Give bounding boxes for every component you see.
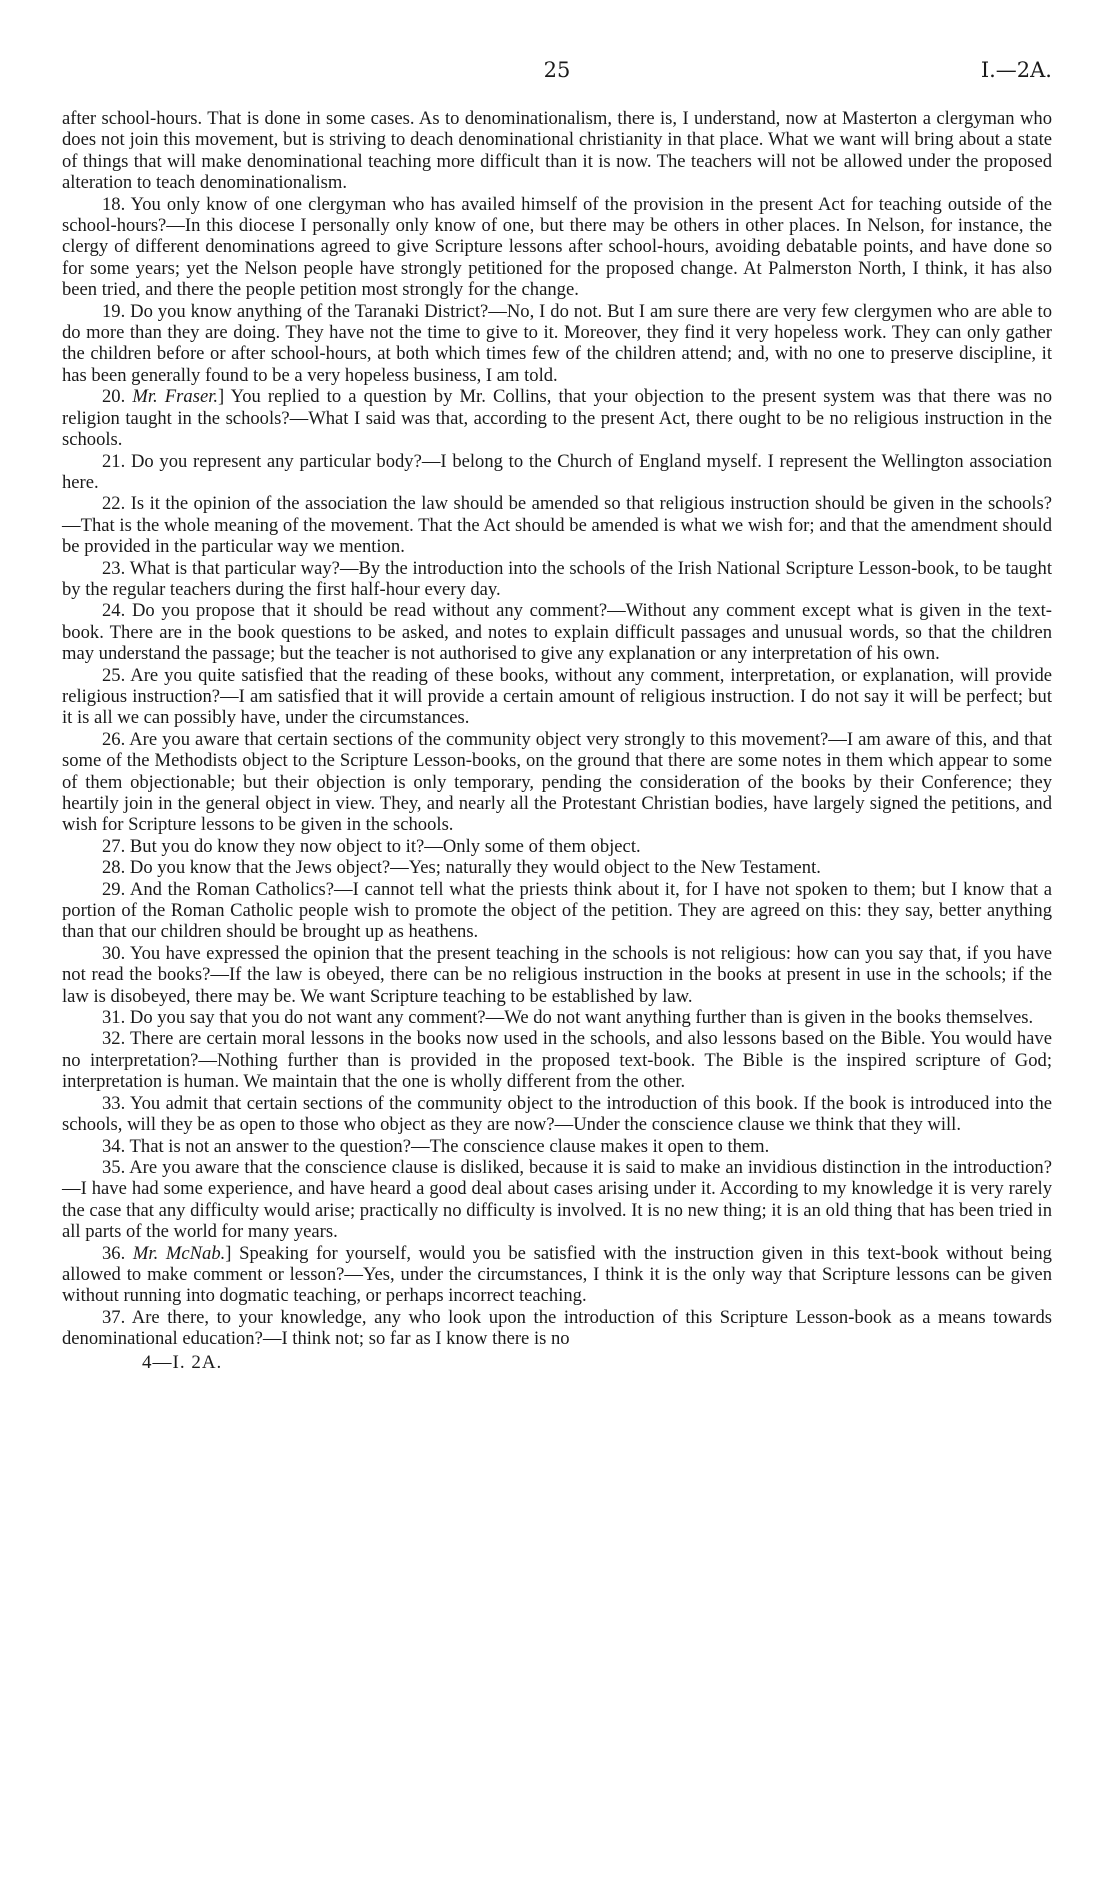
- question-number: 20.: [102, 386, 133, 408]
- paragraph-text: 34. That is not an answer to the question?—The conscience clause makes it open to them.: [102, 1135, 770, 1157]
- paragraph: [62, 1007, 1052, 1028]
- paragraph-text: 23. What is that particular way?—By the introduction into the schools of the Irish National Scripture Lesson-book, to be taught by the regular teachers during the first half-hour every day.: [62, 557, 1052, 600]
- paragraph-text: ] Speaking for yourself, would you be satisfied with the instruction given in this text-book without being allowed to make comment or lesson?—Yes, under the circumstances, I think it is the only way that Scripture lessons can be given without running into dogmatic teaching, or perhaps incorrect teaching.: [62, 1242, 1052, 1307]
- paragraph-text: 18. You only know of one clergyman who has availed himself of the provision in the present Act for teaching outside of the school-hours?—In this diocese I personally only know of one, but there may be others in other places. In Nelson, for instance, the clergy of different denominations agreed to give Scripture lessons after school-hours, avoiding debatable points, and have done so for some years; yet the Nelson people have strongly petitioned for the proposed change. At Palmerston North, I think, it has also been tried, and there the people petition most strongly for the change.: [62, 193, 1052, 301]
- paragraph: [62, 386, 1052, 450]
- paragraph-text: 26. Are you aware that certain sections of the community object very strongly to this movement?—I am aware of this, and that some of the Methodists object to the Scripture Lesson-books, on the ground that there are some notes in them which appear to some of them objectionable; but their objection is only temporary, pending the consideration of the books by their Conference; they heartily join in the general object in view. They, and nearly all the Protestant Christian bodies, have largely signed the petitions, and wish for Scripture lessons to be given in the schools.: [62, 728, 1052, 836]
- paragraph: [62, 1243, 1052, 1307]
- speaker-name: Mr. Fraser.: [132, 386, 219, 408]
- paragraph: [62, 1307, 1052, 1350]
- paragraph: [62, 1028, 1052, 1092]
- paragraph: [62, 451, 1052, 494]
- paragraph-text: 21. Do you represent any particular body?—I belong to the Church of England myself. I represent the Wellington association here.: [62, 450, 1052, 493]
- paragraph-text: 28. Do you know that the Jews object?—Yes; naturally they would object to the New Testament.: [102, 857, 821, 879]
- paragraph-text: 19. Do you know anything of the Taranaki District?—No, I do not. But I am sure there are very few clergymen who are able to do more than they are doing. They have not the time to give to it. Moreover, they find it very hopeless work. They can only gather the children before or after school-hours, at both which times few of the children attend; and, with no one to preserve discipline, it has been generally found to be a very hopeless business, I am told.: [62, 300, 1052, 386]
- paragraph: [62, 108, 1052, 194]
- paragraph-text: 29. And the Roman Catholics?—I cannot tell what the priests think about it, for I have not spoken to them; but I know that a portion of the Roman Catholic people wish to promote the object of the petition. They are agreed on this: they say, better anything than that our children should be brought up as heathens.: [62, 878, 1052, 943]
- paragraph: [62, 943, 1052, 1007]
- paragraph-text: 32. There are certain moral lessons in the books now used in the schools, and also lessons based on the Bible. You would have no interpretation?—Nothing further than is provided in the proposed text-book. The Bible is the inspired scripture of God; interpretation is human. We maintain that the one is wholly different from the other.: [62, 1028, 1052, 1093]
- page-number: 25: [543, 58, 571, 82]
- paragraph: [62, 1093, 1052, 1136]
- question-number: 36.: [102, 1242, 133, 1264]
- paragraph: [62, 558, 1052, 601]
- document-reference: I.—2A.: [980, 58, 1052, 82]
- paragraph-text: ] You replied to a question by Mr. Collins, that your objection to the present system was that there was no religion taught in the schools?—What I said was that, according to the present Act, there ought to be no religious instruction in the schools.: [62, 386, 1052, 451]
- paragraph-text: 25. Are you quite satisfied that the reading of these books, without any comment, interpretation, or explanation, will provide religious instruction?—I am satisfied that it will provide a certain amount of religious instruction. I do not say it will be perfect; but it is all we can possibly have, under the circumstances.: [62, 664, 1052, 729]
- paragraph: [62, 1136, 1052, 1157]
- paragraph-text: 22. Is it the opinion of the association the law should be amended so that religious instruction should be given in the schools?—That is the whole meaning of the movement. That the Act should be amended is what we wish for; and that the amendment should be provided in the particular way we mention.: [62, 493, 1052, 558]
- paragraph: [62, 879, 1052, 943]
- page-header: [62, 58, 1052, 92]
- paragraph: [62, 493, 1052, 557]
- paragraph: [62, 1157, 1052, 1243]
- paragraph: [62, 600, 1052, 664]
- paragraph-text: 24. Do you propose that it should be read without any comment?—Without any comment except what is given in the text-book. There are in the book questions to be asked, and notes to explain difficult passages and unusual words, so that the children may understand the passage; but the teacher is not authorised to give any explanation or any interpretation of his own.: [62, 600, 1052, 665]
- paragraph: [62, 194, 1052, 301]
- paragraph-text: 27. But you do know they now object to it?—Only some of them object.: [102, 835, 641, 857]
- paragraph-text: 37. Are there, to your knowledge, any who look upon the introduction of this Scripture Lesson-book as a means towards denominational education?—I think not; so far as I know there is no: [62, 1306, 1052, 1350]
- paragraph: [62, 729, 1052, 836]
- paragraph-text: 31. Do you say that you do not want any comment?—We do not want anything further than is given in the books themselves.: [102, 1007, 1034, 1029]
- paragraph-text: after school-hours. That is done in some cases. As to denominationalism, there is, I understand, now at Masterton a clergyman who does not join this movement, but is striving to deach denominational christianity in that place. What we want will bring about a state of things that will make denominational teaching more difficult than it is now. The teachers will not be allowed under the proposed alteration to teach denominationalism.: [62, 108, 1052, 194]
- document-page: [62, 58, 1052, 1374]
- paragraph-text: 33. You admit that certain sections of the community object to the introduction of this book. If the book is introduced into the schools, will they be as open to those who object as they are now?—Under the conscience clause we think that they will.: [62, 1092, 1052, 1136]
- paragraph: [62, 665, 1052, 729]
- signature-mark: 4—I. 2A.: [142, 1351, 223, 1373]
- paragraph: [62, 301, 1052, 387]
- paragraph-text: 35. Are you aware that the conscience clause is disliked, because it is said to make an invidious distinction in the introduction?—I have had some experience, and have heard a good deal about cases arising under it. According to my knowledge it is very rarely the case that any difficulty would arise; practically no difficulty is involved. It is no new thing; it is an old thing that has been tried in all parts of the world for many years.: [62, 1156, 1052, 1243]
- paragraph-text: 30. You have expressed the opinion that the present teaching in the schools is not religious: how can you say that, if you have not read the books?—If the law is obeyed, there can be no religious instruction in the books at present in use in the schools; if the law is disobeyed, there may be. We want Scripture teaching to be established by law.: [62, 942, 1052, 1007]
- paragraph: [62, 836, 1052, 857]
- paragraph: [62, 857, 1052, 878]
- body-text: [62, 108, 1052, 1350]
- speaker-name: Mr. McNab.: [132, 1242, 226, 1264]
